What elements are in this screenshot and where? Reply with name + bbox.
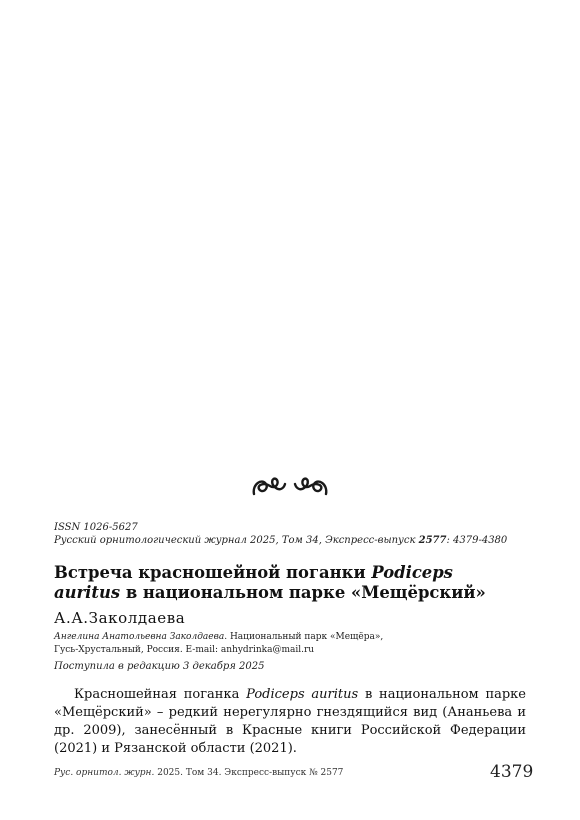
affiliation xyxy=(54,631,383,657)
title-part1: Встреча красношейной поганки xyxy=(54,563,372,582)
author: А.А.Заколдаева xyxy=(54,609,186,627)
footer-citation xyxy=(54,768,343,778)
ornament xyxy=(0,474,580,504)
page-number: 4379 xyxy=(490,762,534,782)
fleuron-pair-icon xyxy=(250,474,330,500)
footer-rest: 2025. Том 34. Экспресс-выпуск № 2577 xyxy=(154,768,344,778)
received-date: Поступила в редакцию 3 декабря 2025 xyxy=(54,661,265,672)
journal-prefix: Русский орнитологический журнал 2025, Том 34, Экспресс-выпуск xyxy=(54,535,419,546)
affiliation-line2: Гусь-Хрустальный, Россия. E-mail: anhydrinka@mail.ru xyxy=(54,645,315,655)
journal-citation xyxy=(54,534,507,547)
issn: ISSN 1026-5627 xyxy=(54,522,138,533)
paragraph-start: Красношейная поганка xyxy=(74,687,247,702)
footer-journal-abbr: Рус. орнитол. журн. xyxy=(54,768,155,778)
page-range: : 4379-4380 xyxy=(446,535,508,546)
issue-number: 2577 xyxy=(418,535,447,546)
title-part2: в национальном парке «Мещёрский» xyxy=(120,583,486,602)
affiliation-line1: . Национальный парк «Мещёра», xyxy=(224,632,384,642)
paragraph-latin: Podiceps auritus xyxy=(246,687,359,702)
author-full-name: Ангелина Анатольевна Заколдаева xyxy=(54,632,225,642)
title-latin: Podiceps auritus xyxy=(54,563,453,602)
article-title xyxy=(54,563,524,603)
body-paragraph xyxy=(54,686,526,758)
paragraph-rest: в национальном парке «Мещёрский» – редкий нерегулярно гнездящийся вид (Ананьева и др. 2009), занесённый в Красные книги Российской Федерации (2021) и Рязанской области (2021). xyxy=(54,687,527,756)
